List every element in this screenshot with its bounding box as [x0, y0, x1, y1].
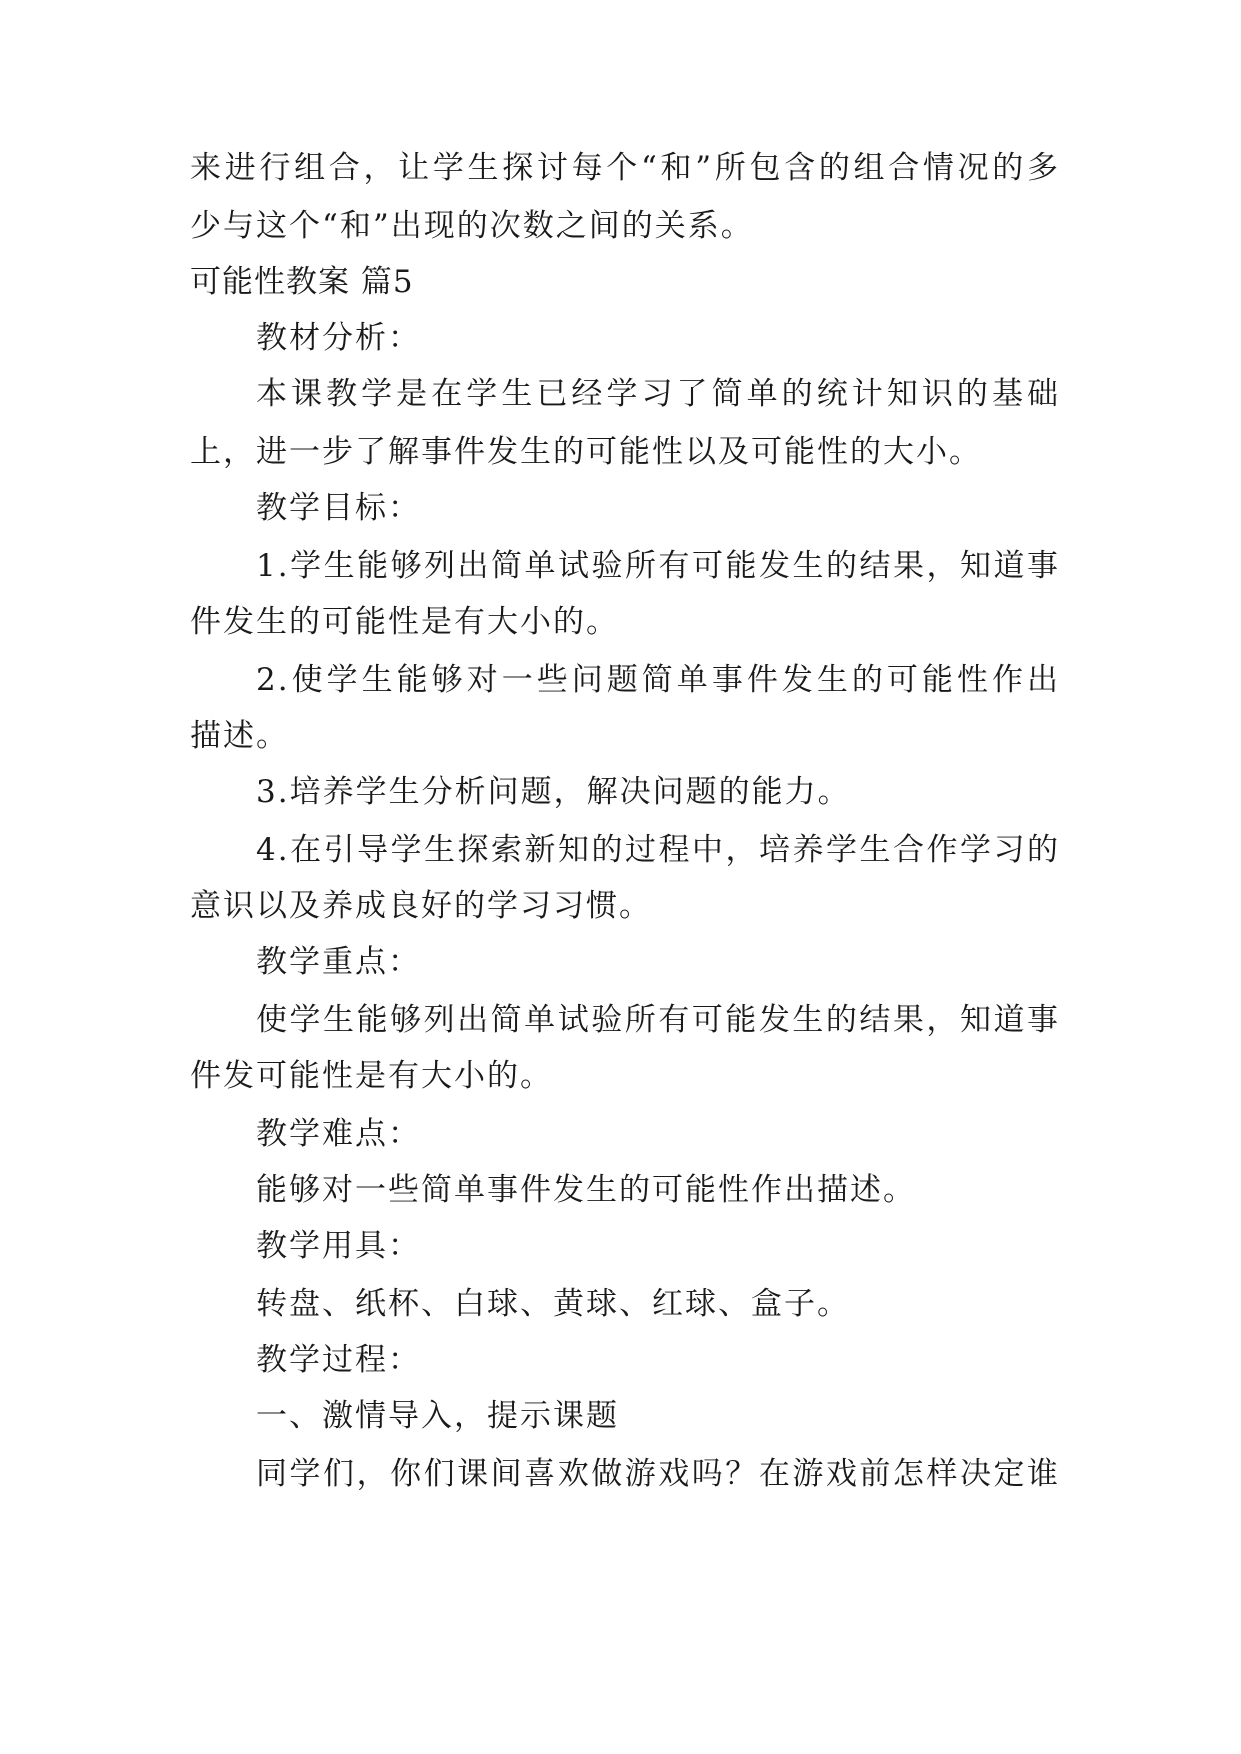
paragraph-line: 件发可能性是有大小的。 [190, 1058, 553, 1094]
list-item: 1.学生能够列出简单试验所有可能发生的结果，知道事 [256, 548, 1060, 584]
paragraph-line: 描述。 [190, 718, 289, 754]
subheading-teaching-tools: 教学用具： [256, 1228, 421, 1264]
paragraph-line: 使学生能够列出简单试验所有可能发生的结果，知道事 [256, 1002, 1060, 1038]
section-heading: 可能性教案 篇5 [190, 264, 414, 300]
paragraph-line: 来进行组合，让学生探讨每个“和”所包含的组合情况的多 [190, 150, 1060, 186]
paragraph-line: 少与这个“和”出现的次数之间的关系。 [190, 208, 754, 244]
list-item: 3.培养学生分析问题，解决问题的能力。 [256, 774, 851, 810]
subheading-difficulties: 教学难点： [256, 1116, 421, 1152]
paragraph-line: 同学们，你们课间喜欢做游戏吗？在游戏前怎样决定谁 [256, 1456, 1060, 1492]
paragraph-line: 件发生的可能性是有大小的。 [190, 604, 619, 640]
list-item: 4.在引导学生探索新知的过程中，培养学生合作学习的 [256, 832, 1060, 868]
paragraph-line: 本课教学是在学生已经学习了简单的统计知识的基础 [256, 376, 1060, 412]
subheading-teaching-goals: 教学目标： [256, 490, 421, 526]
list-item: 2.使学生能够对一些问题简单事件发生的可能性作出 [256, 662, 1060, 698]
subheading-teaching-process: 教学过程： [256, 1342, 421, 1378]
paragraph-line: 意识以及养成良好的学习习惯。 [190, 888, 652, 924]
subheading-key-points: 教学重点： [256, 944, 421, 980]
paragraph-line: 转盘、纸杯、白球、黄球、红球、盒子。 [256, 1286, 850, 1322]
subheading-materials-analysis: 教材分析： [256, 320, 421, 356]
paragraph-line: 能够对一些简单事件发生的可能性作出描述。 [256, 1172, 916, 1208]
paragraph-line: 上，进一步了解事件发生的可能性以及可能性的大小。 [190, 434, 982, 470]
subheading-step-one: 一、激情导入，提示课题 [256, 1398, 619, 1434]
